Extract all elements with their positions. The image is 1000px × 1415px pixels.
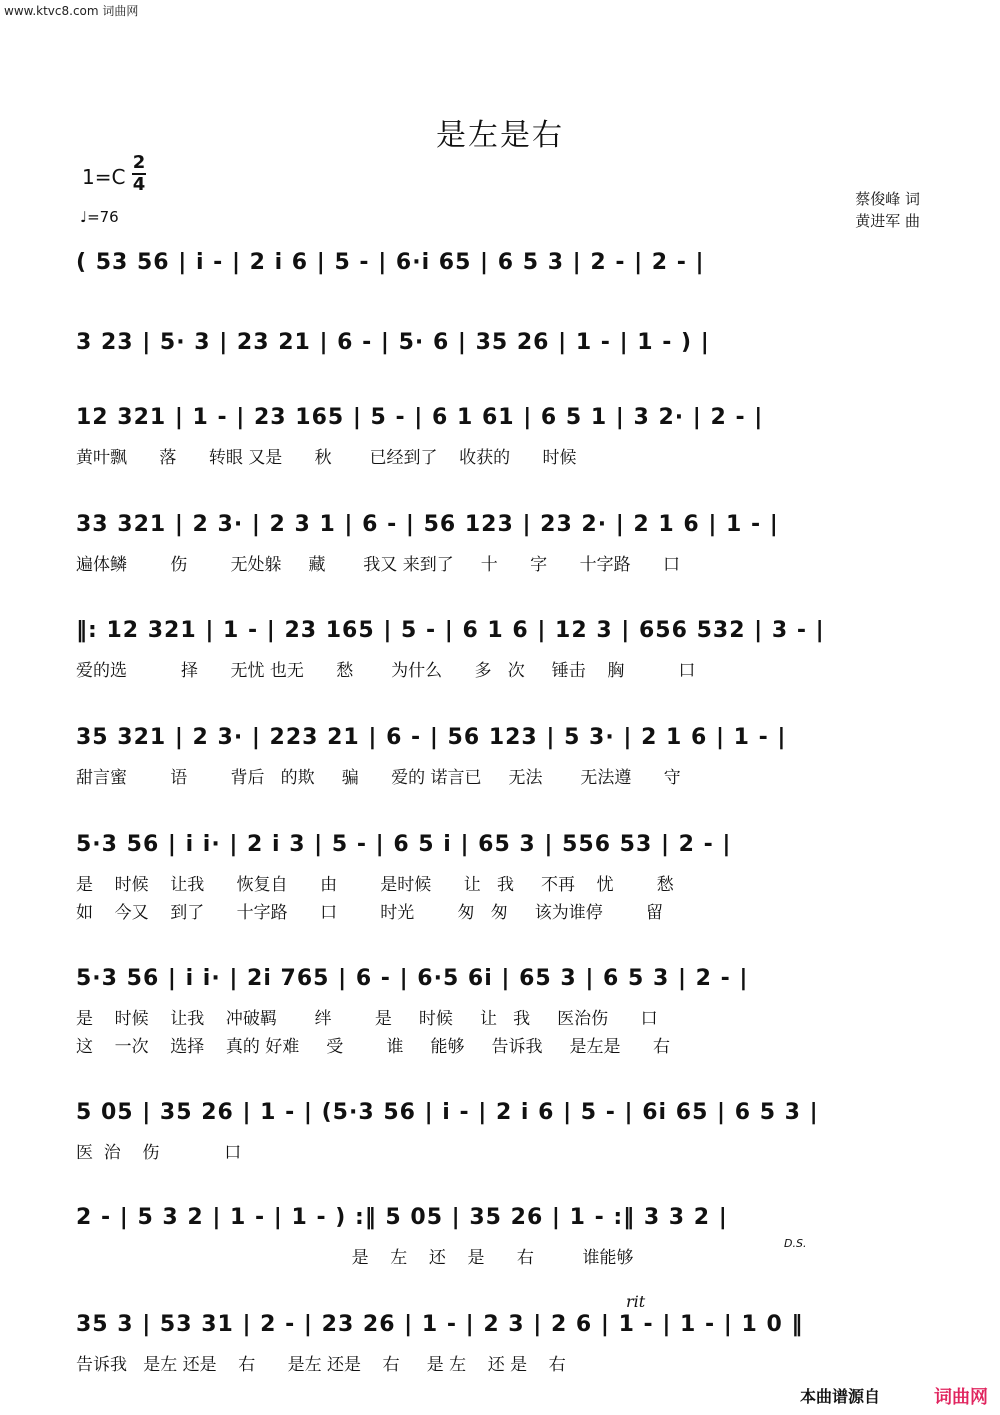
tempo-mark: ♩=76 (80, 208, 119, 226)
lyric-line: 是 时候 让我 冲破羁 绊 是 时候 让 我 医治伤 口 (76, 1009, 658, 1029)
brand-logo: 词曲网 (934, 1387, 988, 1408)
notation-row: 5·3 56 | i i· | 2i 765 | 6 - | 6·5 6i | 65 3 | 6 5 3 | 2 - | (76, 966, 749, 991)
lyric-line: 告诉我 是左 还是 右 是左 还是 右 是 左 还 是 右 (76, 1355, 566, 1375)
notation-row: 5·3 56 | i i· | 2 i 3 | 5 - | 6 5 i | 65 3 | 556 53 | 2 - | (76, 832, 732, 857)
lyric-line: 甜言蜜 语 背后 的欺 骗 爱的 诺言已 无法 无法遵 守 (76, 768, 681, 788)
notation-row: 12 321 | 1 - | 23 165 | 5 - | 6 1 61 | 6 5 1 | 3 2· | 2 - | (76, 405, 764, 430)
notation-row: 2 - | 5 3 2 | 1 - | 1 - ) :‖ 5 05 | 35 26 | 1 - :‖ 3 3 2 | (76, 1205, 728, 1230)
time-bottom: 4 (132, 174, 146, 195)
lyric-line: 医 治 伤 口 (76, 1143, 242, 1163)
lyric-line: 黄叶飘 落 转眼 又是 秋 已经到了 收获的 时候 (76, 448, 577, 468)
time-signature (132, 153, 146, 195)
lyric-line: 这 一次 选择 真的 好难 受 谁 能够 告诉我 是左是 右 (76, 1037, 670, 1057)
rit-mark: rit (626, 1292, 646, 1311)
notation-row: 5 05 | 35 26 | 1 - | (5·3 56 | i - | 2 i 6 | 5 - | 6i 65 | 6 5 3 | (76, 1100, 819, 1125)
notation-row: 35 321 | 2 3· | 223 21 | 6 - | 56 123 | 5 3· | 2 1 6 | 1 - | (76, 725, 787, 750)
notation-row: ‖: 12 321 | 1 - | 23 165 | 5 - | 6 1 6 | 12 3 | 656 532 | 3 - | (76, 618, 825, 643)
notation-row: 33 321 | 2 3· | 2 3 1 | 6 - | 56 123 | 23 2· | 2 1 6 | 1 - | (76, 512, 779, 537)
song-title: 是左是右 (436, 118, 564, 153)
composer: 黄进军 曲 (855, 212, 920, 230)
footer-source: 本曲谱源自 (799, 1387, 880, 1406)
ds-mark: D.S. (784, 1237, 807, 1250)
lyric-line: 如 今又 到了 十字路 口 时光 匆 匆 该为谁停 留 (76, 903, 663, 923)
key-signature: 1=C (82, 165, 126, 189)
lyric-line: 是 左 还 是 右 谁能够 (76, 1248, 634, 1268)
lyric-line: 爱的选 择 无忧 也无 愁 为什么 多 次 锤击 胸 口 (76, 661, 696, 681)
lyric-line: 遍体鳞 伤 无处躲 藏 我又 来到了 十 字 十字路 口 (76, 555, 680, 575)
site-url: www.ktvc8.com 词曲网 (4, 4, 139, 18)
notation-row: 35 3 | 53 31 | 2 - | 23 26 | 1 - | 2 3 | 2 6 | 1 - | 1 - | 1 0 ‖ (76, 1312, 804, 1337)
lyric-line: 是 时候 让我 恢复自 由 是时候 让 我 不再 忧 愁 (76, 875, 674, 895)
notation-row: 3 23 | 5· 3 | 23 21 | 6 - | 5· 6 | 35 26 | 1 - | 1 - ) | (76, 330, 710, 355)
notation-row: ( 53 56 | i - | 2 i 6 | 5 - | 6·i 65 | 6 5 3 | 2 - | 2 - | (76, 250, 705, 275)
time-top: 2 (132, 152, 146, 173)
lyricist: 蔡俊峰 词 (855, 190, 920, 208)
